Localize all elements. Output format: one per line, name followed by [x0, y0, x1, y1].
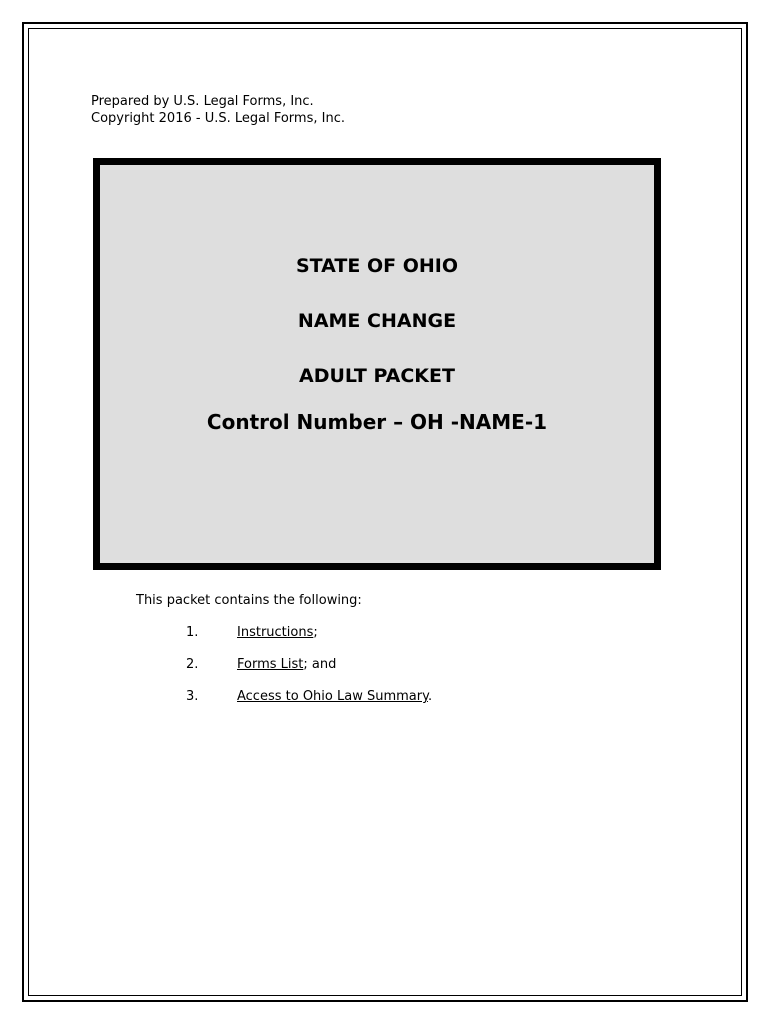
state-title: STATE OF OHIO	[296, 255, 458, 277]
control-number: Control Number – OH -NAME-1	[206, 410, 548, 434]
preparer-block	[91, 93, 345, 127]
list-item-suffix: .	[427, 689, 433, 704]
law-summary-link[interactable]: Access to Ohio Law Summary	[237, 689, 428, 704]
list-item-number: 3.	[186, 689, 199, 704]
list-item-number: 2.	[186, 657, 199, 672]
list-item-number: 1.	[186, 625, 199, 640]
list-item-suffix: ; and	[303, 657, 337, 672]
instructions-link[interactable]: Instructions	[237, 625, 314, 640]
packet-title: ADULT PACKET	[299, 365, 455, 387]
list-item	[186, 657, 336, 672]
list-item-suffix: ;	[313, 625, 318, 640]
forms-list-link[interactable]: Forms List	[237, 657, 304, 672]
contents-intro: This packet contains the following:	[136, 593, 362, 608]
list-item	[186, 689, 432, 704]
prepared-by-text: Prepared by U.S. Legal Forms, Inc.	[91, 94, 314, 109]
subject-title: NAME CHANGE	[297, 310, 457, 332]
list-item	[186, 625, 318, 640]
title-box	[93, 158, 661, 570]
copyright-text: Copyright 2016 - U.S. Legal Forms, Inc.	[91, 111, 345, 126]
